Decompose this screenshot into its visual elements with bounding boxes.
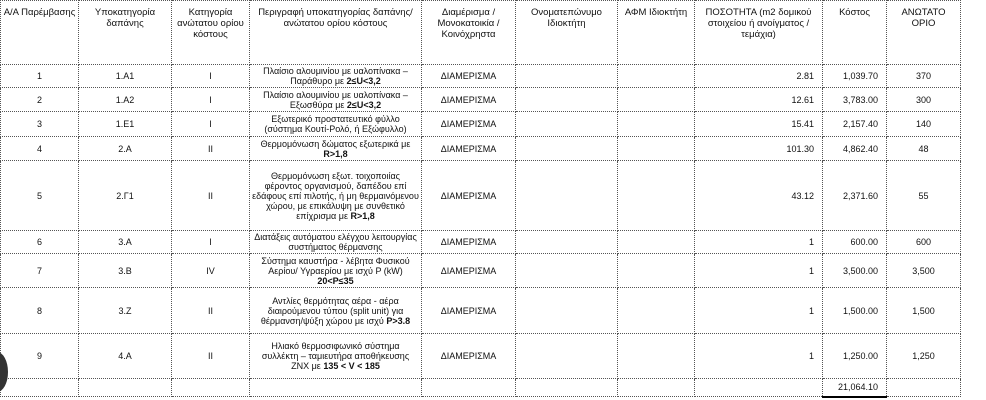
empty-cell bbox=[695, 379, 823, 397]
description-text: Αντλίες θερμότητας αέρα - αέρα διαιρούμενου τύπου (split unit) για θέρμανση/ψύξη χώρου με ισχύ bbox=[260, 295, 404, 326]
col-header-cost-category: Κατηγορία ανώτατου ορίου κόστους bbox=[172, 1, 250, 65]
cell-description bbox=[250, 231, 422, 254]
cell-owner-tax-id bbox=[618, 254, 695, 288]
description-text: Πλαίσιο αλουμινίου με υαλοπίνακα – Παράθυρο με bbox=[263, 66, 408, 86]
cell-aa: 8 bbox=[1, 288, 79, 334]
cell-owner-name bbox=[516, 161, 618, 231]
cell-owner-name bbox=[516, 137, 618, 161]
cell-owner-name bbox=[516, 88, 618, 112]
cell-owner-name bbox=[516, 112, 618, 137]
cell-subcategory: 4.Α bbox=[79, 334, 172, 379]
description-bold: 20<P≤35 bbox=[317, 275, 354, 286]
cell-quantity: 43.12 bbox=[695, 161, 823, 231]
cell-cost-category: II bbox=[172, 137, 250, 161]
col-header-cost: Κόστος bbox=[823, 1, 887, 65]
cell-quantity: 15.41 bbox=[695, 112, 823, 137]
cell-cost: 2,371.60 bbox=[823, 161, 887, 231]
total-cost: 21,064.10 bbox=[823, 379, 887, 397]
cell-cost: 1,039.70 bbox=[823, 65, 887, 88]
cell-cost-category: I bbox=[172, 65, 250, 88]
cell-quantity: 1 bbox=[695, 288, 823, 334]
table-row bbox=[1, 334, 961, 379]
cell-description bbox=[250, 334, 422, 379]
cell-quantity: 12.61 bbox=[695, 88, 823, 112]
cell-cost-category: I bbox=[172, 88, 250, 112]
empty-cell bbox=[516, 379, 618, 397]
empty-cell bbox=[422, 379, 516, 397]
col-header-description: Περιγραφή υποκατηγορίας δαπάνης/ανώτατου ορίου κόστους bbox=[250, 1, 422, 65]
cell-owner-tax-id bbox=[618, 137, 695, 161]
cell-owner-tax-id bbox=[618, 334, 695, 379]
cell-cost: 4,862.40 bbox=[823, 137, 887, 161]
cell-max-limit: 3,500 bbox=[887, 254, 961, 288]
description-bold: R>1,8 bbox=[350, 210, 375, 221]
empty-cell bbox=[618, 379, 695, 397]
cell-subcategory: 3.Β bbox=[79, 254, 172, 288]
cell-description bbox=[250, 88, 422, 112]
cell-description bbox=[250, 161, 422, 231]
description-text: Θερμομόνωση εξωτ. τοιχοποιίας φέροντος οργανισμού, δαπέδου επί εδάφους επί πιλοτής, ή μη θερμαινόμενου χώρου, με επικάλυψη με συνθετικό επίχρισμα με bbox=[252, 170, 419, 221]
cell-property-type: ΔΙΑΜΕΡΙΣΜΑ bbox=[422, 288, 516, 334]
col-header-owner-tax-id: ΑΦΜ Ιδιοκτήτη bbox=[618, 1, 695, 65]
cell-cost-category: II bbox=[172, 334, 250, 379]
cell-max-limit: 48 bbox=[887, 137, 961, 161]
cell-quantity: 1 bbox=[695, 334, 823, 379]
cell-property-type: ΔΙΑΜΕΡΙΣΜΑ bbox=[422, 161, 516, 231]
cell-cost-category: IV bbox=[172, 254, 250, 288]
cell-aa: 4 bbox=[1, 137, 79, 161]
cell-cost: 3,783.00 bbox=[823, 88, 887, 112]
cell-owner-name bbox=[516, 254, 618, 288]
cell-subcategory: 2.Α bbox=[79, 137, 172, 161]
cell-cost-category: II bbox=[172, 161, 250, 231]
cell-cost: 1,250.00 bbox=[823, 334, 887, 379]
col-header-subcategory: Υποκατηγορία δαπάνης bbox=[79, 1, 172, 65]
cell-quantity: 1 bbox=[695, 231, 823, 254]
cell-quantity: 2.81 bbox=[695, 65, 823, 88]
description-bold: 2≤U<3,2 bbox=[346, 76, 381, 86]
cell-owner-tax-id bbox=[618, 288, 695, 334]
description-text: Διατάξεις αυτόματου ελέγχου λειτουργίας συστήματος θέρμανσης bbox=[254, 232, 417, 252]
cell-property-type: ΔΙΑΜΕΡΙΣΜΑ bbox=[422, 88, 516, 112]
col-header-owner-name: Ονοματεπώνυμο Ιδιοκτήτη bbox=[516, 1, 618, 65]
description-text: Σύστημα καυστήρα - λέβητα Φυσικού Αερίου/ Υγραερίου με ισχύ P (kW) bbox=[261, 255, 410, 276]
cell-quantity: 101.30 bbox=[695, 137, 823, 161]
empty-cell bbox=[1, 379, 79, 397]
cell-description bbox=[250, 254, 422, 288]
empty-cell bbox=[887, 379, 961, 397]
cell-max-limit: 300 bbox=[887, 88, 961, 112]
cell-aa: 9 bbox=[1, 334, 79, 379]
cell-subcategory: 1.Α2 bbox=[79, 88, 172, 112]
col-header-aa: Α/Α Παρέμβασης bbox=[1, 1, 79, 65]
col-header-quantity: ΠΟΣΟΤΗΤΑ (m2 δομικού στοιχείου ή ανοίγματος / τεμάχια) bbox=[695, 1, 823, 65]
cell-owner-name bbox=[516, 334, 618, 379]
cell-owner-tax-id bbox=[618, 112, 695, 137]
table-row bbox=[1, 231, 961, 254]
cell-owner-name bbox=[516, 288, 618, 334]
table-row bbox=[1, 88, 961, 112]
cell-subcategory: 3.Α bbox=[79, 231, 172, 254]
total-row bbox=[1, 379, 961, 397]
description-bold: P>3.8 bbox=[386, 315, 411, 326]
cell-property-type: ΔΙΑΜΕΡΙΣΜΑ bbox=[422, 231, 516, 254]
cell-property-type: ΔΙΑΜΕΡΙΣΜΑ bbox=[422, 137, 516, 161]
description-bold: 135 < V < 185 bbox=[323, 361, 380, 371]
cell-owner-tax-id bbox=[618, 88, 695, 112]
cell-cost-category: II bbox=[172, 288, 250, 334]
cell-description bbox=[250, 137, 422, 161]
cell-cost: 2,157.40 bbox=[823, 112, 887, 137]
cell-aa: 6 bbox=[1, 231, 79, 254]
col-header-max-limit: ΑΝΩΤΑΤΟ ΟΡΙΟ bbox=[887, 1, 961, 65]
cell-property-type: ΔΙΑΜΕΡΙΣΜΑ bbox=[422, 254, 516, 288]
cell-property-type: ΔΙΑΜΕΡΙΣΜΑ bbox=[422, 334, 516, 379]
cell-subcategory: 1.Α1 bbox=[79, 65, 172, 88]
cell-max-limit: 55 bbox=[887, 161, 961, 231]
table-row bbox=[1, 112, 961, 137]
cell-max-limit: 1,250 bbox=[887, 334, 961, 379]
description-bold: R>1,8 bbox=[323, 148, 348, 159]
description-text: Ηλιακό θερμοσιφωνικό σύστημα συλλέκτη – ταμιευτήρα αποθήκευσης ΖΝΧ με bbox=[261, 341, 410, 371]
cell-max-limit: 140 bbox=[887, 112, 961, 137]
cell-aa: 5 bbox=[1, 161, 79, 231]
description-text: Πλαίσιο αλουμινίου με υαλοπίνακα – Εξωσθύρα με bbox=[263, 89, 408, 110]
cell-aa: 7 bbox=[1, 254, 79, 288]
cell-property-type: ΔΙΑΜΕΡΙΣΜΑ bbox=[422, 65, 516, 88]
cell-owner-tax-id bbox=[618, 161, 695, 231]
cell-cost-category: I bbox=[172, 112, 250, 137]
cell-max-limit: 600 bbox=[887, 231, 961, 254]
cell-owner-name bbox=[516, 231, 618, 254]
cell-quantity: 1 bbox=[695, 254, 823, 288]
cell-aa: 2 bbox=[1, 88, 79, 112]
cell-cost: 3,500.00 bbox=[823, 254, 887, 288]
table-row bbox=[1, 288, 961, 334]
description-bold: 2≤U<3,2 bbox=[346, 99, 382, 110]
table-row bbox=[1, 254, 961, 288]
cell-description bbox=[250, 112, 422, 137]
cell-owner-tax-id bbox=[618, 231, 695, 254]
empty-cell bbox=[79, 379, 172, 397]
header-row bbox=[1, 1, 961, 65]
empty-cell bbox=[172, 379, 250, 397]
cell-property-type: ΔΙΑΜΕΡΙΣΜΑ bbox=[422, 112, 516, 137]
cell-cost: 600.00 bbox=[823, 231, 887, 254]
cell-owner-tax-id bbox=[618, 65, 695, 88]
cell-subcategory: 3.Ζ bbox=[79, 288, 172, 334]
cell-aa: 1 bbox=[1, 65, 79, 88]
empty-cell bbox=[250, 379, 422, 397]
cell-owner-name bbox=[516, 65, 618, 88]
cell-aa: 3 bbox=[1, 112, 79, 137]
cell-subcategory: 1.Ε1 bbox=[79, 112, 172, 137]
cell-max-limit: 1,500 bbox=[887, 288, 961, 334]
col-header-property-type: Διαμέρισμα / Μονοκατοικία / Κοινόχρηστα bbox=[422, 1, 516, 65]
cell-description bbox=[250, 65, 422, 88]
description-text: Εξωτερικό προστατευτικό φύλλο (σύστημα Κουτί-Ρολό, ή Εξώφυλλο) bbox=[264, 114, 407, 134]
table-row bbox=[1, 137, 961, 161]
table-row bbox=[1, 161, 961, 231]
table-row bbox=[1, 65, 961, 88]
description-text: Θερμομόνωση δώματος εξωτερικά με bbox=[260, 138, 411, 149]
cell-cost: 1,500.00 bbox=[823, 288, 887, 334]
cell-subcategory: 2.Γ1 bbox=[79, 161, 172, 231]
cell-description bbox=[250, 288, 422, 334]
cell-cost-category: I bbox=[172, 231, 250, 254]
cell-max-limit: 370 bbox=[887, 65, 961, 88]
